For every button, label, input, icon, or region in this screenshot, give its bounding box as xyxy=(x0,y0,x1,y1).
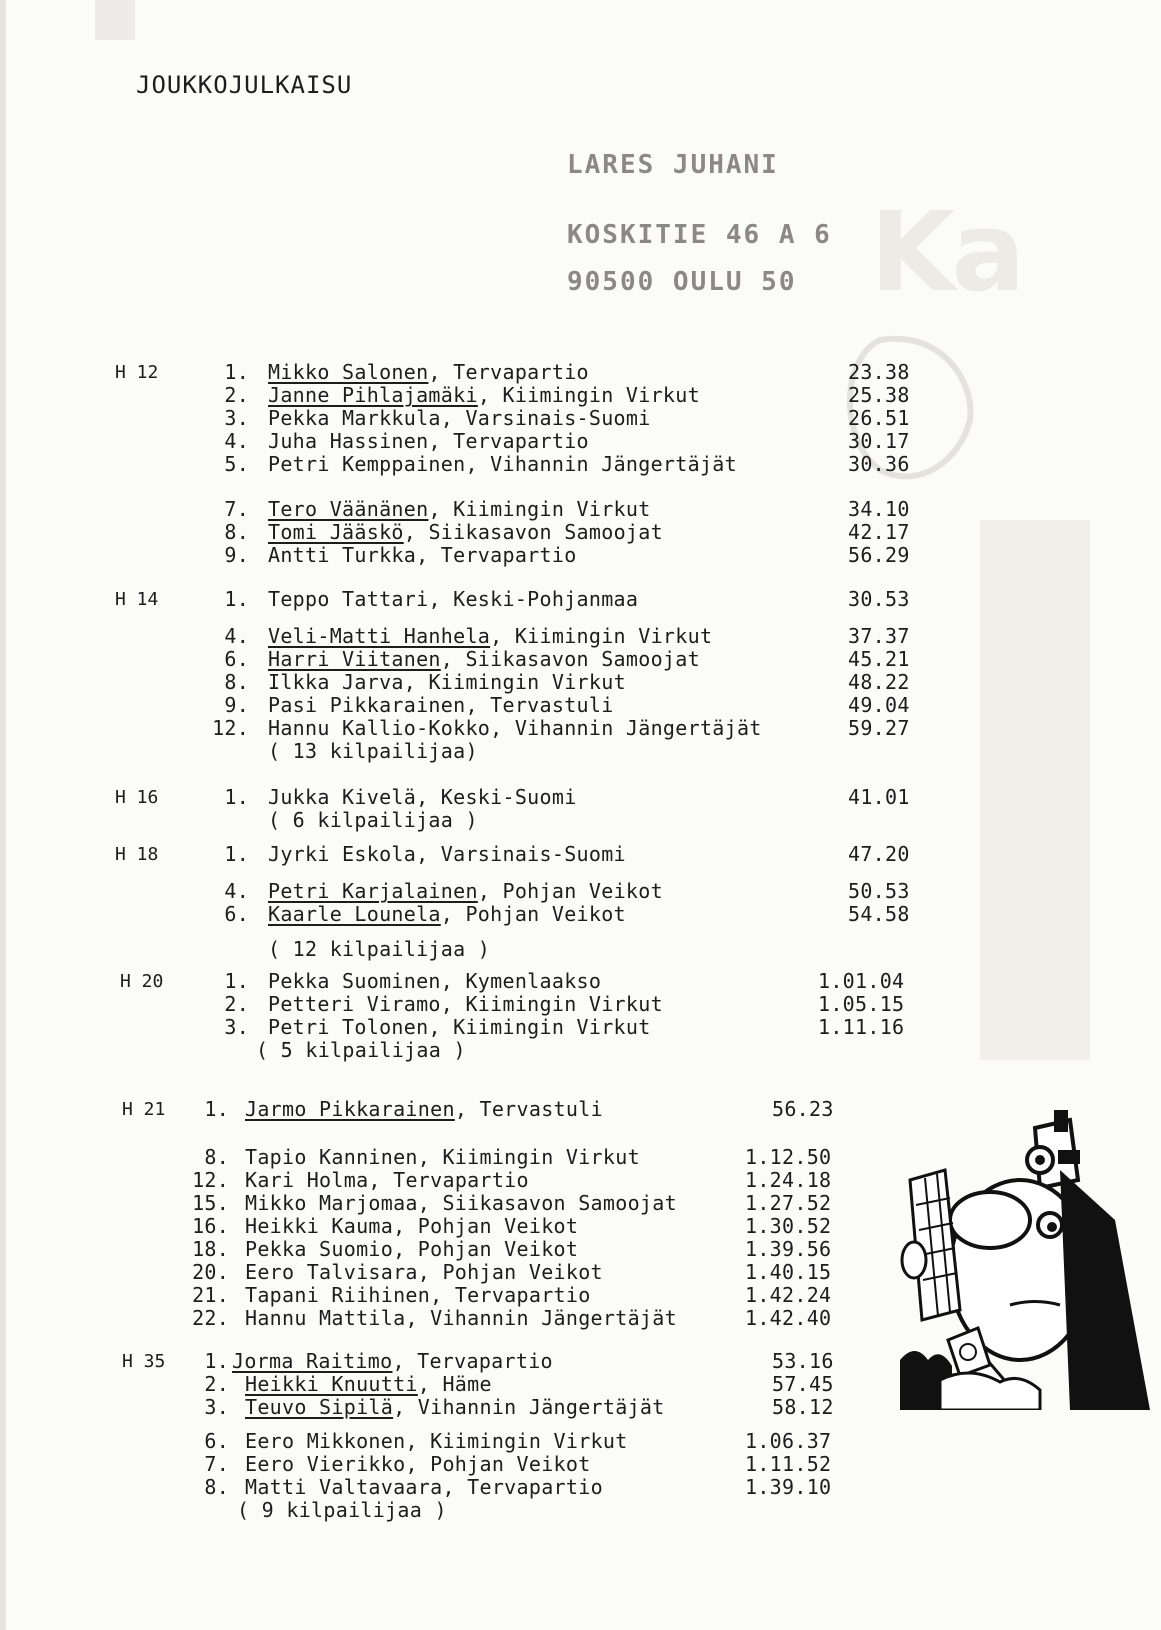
athlete-name: Pasi Pikkarainen xyxy=(268,693,466,717)
result-entry xyxy=(268,843,626,866)
separator: , xyxy=(454,1097,480,1121)
athlete-name: Veli-Matti Hanhela xyxy=(268,624,491,648)
result-entry xyxy=(245,1146,640,1169)
result-place: 4. xyxy=(224,879,250,903)
result-place: 3. xyxy=(224,1015,250,1039)
club-name: Vihannin Jängertäjät xyxy=(490,452,737,476)
result-entry xyxy=(245,1098,603,1121)
athlete-name: Mikko Salonen xyxy=(268,360,429,384)
result-place: 8. xyxy=(224,670,250,694)
result-time: 1.11.52 xyxy=(745,1452,832,1476)
result-place: 12. xyxy=(192,1168,230,1192)
separator: , xyxy=(440,902,466,926)
result-place: 1. xyxy=(224,969,250,993)
club-name: Kiimingin Virkut xyxy=(442,1145,640,1169)
club-name: Pohjan Veikot xyxy=(417,1237,579,1261)
participant-count: ( 12 kilpailijaa ) xyxy=(268,937,491,961)
club-name: Siikasavon Samoojat xyxy=(465,647,700,671)
result-place: 21. xyxy=(192,1283,230,1307)
result-time: 47.20 xyxy=(848,842,910,866)
result-entry xyxy=(245,1396,665,1419)
result-time: 1.40.15 xyxy=(745,1260,832,1284)
result-time: 1.39.10 xyxy=(745,1475,832,1499)
result-place: 8. xyxy=(224,520,250,544)
result-entry xyxy=(268,694,614,717)
result-entry xyxy=(268,361,589,384)
athlete-name: Antti Turkka xyxy=(268,543,417,567)
class-label: H 21 xyxy=(122,1099,166,1120)
result-place: 12. xyxy=(212,716,250,740)
result-place: 1. xyxy=(224,842,250,866)
result-entry xyxy=(245,1215,578,1238)
athlete-name: Tapio Kanninen xyxy=(245,1145,418,1169)
result-entry xyxy=(268,407,651,430)
club-name: Tervapartio xyxy=(453,360,589,384)
club-name: Kiimingin Virkut xyxy=(514,624,713,648)
club-name: Varsinais-Suomi xyxy=(440,842,626,866)
stamp-line-street: KOSKITIE 46 A 6 xyxy=(567,220,832,250)
result-entry xyxy=(268,384,700,407)
result-time: 54.58 xyxy=(848,902,910,926)
athlete-name: Petteri Viramo xyxy=(268,992,441,1016)
result-time: 1.27.52 xyxy=(745,1191,832,1215)
club-name: Varsinais-Suomi xyxy=(465,406,651,430)
result-place: 7. xyxy=(204,1452,230,1476)
athlete-name: Tero Väänänen xyxy=(268,497,429,521)
result-time: 1.39.56 xyxy=(745,1237,832,1261)
result-entry xyxy=(268,498,651,521)
bleed-through-logo: Ka xyxy=(870,188,1022,316)
result-time: 58.12 xyxy=(772,1395,834,1419)
result-place: 1. xyxy=(204,1097,230,1121)
result-place: 4. xyxy=(224,624,250,648)
result-time: 1.11.16 xyxy=(818,1015,905,1039)
result-place: 6. xyxy=(224,902,250,926)
separator: , xyxy=(393,1214,418,1238)
athlete-name: Heikki Kauma xyxy=(245,1214,394,1238)
separator: , xyxy=(416,785,441,809)
separator: , xyxy=(490,624,515,648)
class-label: H 18 xyxy=(115,844,159,865)
result-place: 8. xyxy=(204,1145,230,1169)
result-time: 30.17 xyxy=(848,429,910,453)
result-time: 30.53 xyxy=(848,587,910,611)
result-entry xyxy=(268,880,663,903)
club-name: Tervapartio xyxy=(393,1168,529,1192)
result-entry xyxy=(245,1192,677,1215)
participant-count: ( 9 kilpailijaa ) xyxy=(237,1498,447,1522)
athlete-name: Janne Pihlajamäki xyxy=(268,383,478,407)
result-place: 20. xyxy=(192,1260,230,1284)
result-entry xyxy=(268,544,577,567)
separator: , xyxy=(428,497,454,521)
athlete-name: Teppo Tattari xyxy=(268,587,429,611)
athlete-name: Petri Tolonen xyxy=(268,1015,429,1039)
result-entry xyxy=(268,625,712,648)
athlete-name: Hannu Kallio-Kokko xyxy=(268,716,491,740)
result-place: 2. xyxy=(224,383,250,407)
result-time: 45.21 xyxy=(848,647,910,671)
result-time: 30.36 xyxy=(848,452,910,476)
result-place: 7. xyxy=(224,497,250,521)
separator: , xyxy=(393,1395,418,1419)
club-name: Vihannin Jängertäjät xyxy=(417,1395,665,1419)
athlete-name: Eero Vierikko xyxy=(245,1452,406,1476)
result-time: 56.29 xyxy=(848,543,910,567)
result-entry xyxy=(245,1238,578,1261)
result-time: 49.04 xyxy=(848,693,910,717)
club-name: Pohjan Veikot xyxy=(465,902,626,926)
club-name: Tervastuli xyxy=(479,1097,603,1121)
club-name: Siikasavon Samoojat xyxy=(442,1191,677,1215)
result-place: 16. xyxy=(192,1214,230,1238)
club-name: Kiimingin Virkut xyxy=(453,497,651,521)
separator: , xyxy=(416,842,441,866)
club-name: Tervastuli xyxy=(490,693,614,717)
separator: , xyxy=(440,647,466,671)
class-label: H 35 xyxy=(122,1351,166,1372)
separator: , xyxy=(403,670,429,694)
result-entry xyxy=(232,1350,553,1373)
result-entry xyxy=(245,1476,603,1499)
separator: , xyxy=(403,520,429,544)
athlete-name: Petri Karjalainen xyxy=(268,879,478,903)
publication-title: JOUKKOJULKAISU xyxy=(136,71,353,99)
athlete-name: Hannu Mattila xyxy=(245,1306,406,1330)
result-place: 1. xyxy=(224,360,250,384)
separator: , xyxy=(417,1372,443,1396)
result-entry xyxy=(268,786,577,809)
result-place: 8. xyxy=(204,1475,230,1499)
result-entry xyxy=(245,1169,529,1192)
result-entry xyxy=(245,1453,591,1476)
club-name: Siikasavon Samoojat xyxy=(428,520,663,544)
result-entry xyxy=(268,903,626,926)
class-label: H 14 xyxy=(115,589,159,610)
separator: , xyxy=(417,1191,443,1215)
athlete-name: Tapani Riihinen xyxy=(245,1283,431,1307)
result-place: 4. xyxy=(224,429,250,453)
result-place: 22. xyxy=(192,1306,230,1330)
club-name: Tervapartio xyxy=(454,1283,591,1307)
separator: , xyxy=(417,1260,443,1284)
result-time: 53.16 xyxy=(772,1349,834,1373)
result-entry xyxy=(245,1261,603,1284)
separator: , xyxy=(417,1145,443,1169)
result-place: 18. xyxy=(192,1237,230,1261)
athlete-name: Pekka Suominen xyxy=(268,969,441,993)
separator: , xyxy=(430,1283,455,1307)
result-place: 1. xyxy=(204,1349,230,1373)
result-time: 34.10 xyxy=(848,497,910,521)
result-time: 1.42.40 xyxy=(745,1306,832,1330)
result-time: 1.05.15 xyxy=(818,992,905,1016)
club-name: Kiimingin Virkut xyxy=(428,670,626,694)
separator: , xyxy=(368,1168,394,1192)
club-name: Kiimingin Virkut xyxy=(430,1429,628,1453)
result-time: 1.30.52 xyxy=(745,1214,832,1238)
class-label: H 20 xyxy=(120,971,164,992)
result-time: 1.24.18 xyxy=(745,1168,832,1192)
scan-mark xyxy=(95,0,135,40)
separator: , xyxy=(393,1237,418,1261)
result-entry xyxy=(245,1284,591,1307)
result-time: 37.37 xyxy=(848,624,910,648)
result-time: 25.38 xyxy=(848,383,910,407)
separator: , xyxy=(440,969,466,993)
result-place: 9. xyxy=(224,693,250,717)
athlete-name: Jarmo Pikkarainen xyxy=(245,1097,455,1121)
athlete-name: Mikko Marjomaa xyxy=(245,1191,418,1215)
separator: , xyxy=(405,1306,431,1330)
separator: , xyxy=(465,452,491,476)
club-name: Tervapartio xyxy=(440,543,577,567)
result-entry xyxy=(268,717,762,740)
separator: , xyxy=(440,406,466,430)
club-name: Pohjan Veikot xyxy=(442,1260,603,1284)
athlete-name: Petri Kemppainen xyxy=(268,452,466,476)
result-place: 3. xyxy=(204,1395,230,1419)
result-place: 2. xyxy=(224,992,250,1016)
athlete-name: Kari Holma xyxy=(245,1168,369,1192)
result-time: 1.12.50 xyxy=(745,1145,832,1169)
club-name: Kiimingin Virkut xyxy=(465,992,663,1016)
result-entry xyxy=(268,993,663,1016)
athlete-name: Jorma Raitimo xyxy=(232,1349,393,1373)
club-name: Häme xyxy=(442,1372,492,1396)
athlete-name: Tomi Jääskö xyxy=(268,520,404,544)
result-place: 1. xyxy=(224,587,250,611)
club-name: Vihannin Jängertäjät xyxy=(514,716,762,740)
separator: , xyxy=(428,587,454,611)
stamp-line-city: 90500 OULU 50 xyxy=(567,267,797,297)
club-name: Tervapartio xyxy=(417,1349,553,1373)
club-name: Pohjan Veikot xyxy=(417,1214,579,1238)
separator: , xyxy=(465,693,491,717)
result-time: 56.23 xyxy=(772,1097,834,1121)
athlete-name: Eero Mikkonen xyxy=(245,1429,406,1453)
orienteer-cartoon-icon xyxy=(900,1110,1161,1410)
result-entry xyxy=(268,521,663,544)
result-place: 9. xyxy=(224,543,250,567)
club-name: Kymenlaakso xyxy=(465,969,602,993)
separator: , xyxy=(392,1349,418,1373)
club-name: Vihannin Jängertäjät xyxy=(430,1306,677,1330)
athlete-name: Eero Talvisara xyxy=(245,1260,418,1284)
result-place: 1. xyxy=(224,785,250,809)
result-entry xyxy=(268,1016,651,1039)
separator: , xyxy=(428,360,454,384)
result-place: 3. xyxy=(224,406,250,430)
club-name: Keski-Suomi xyxy=(440,785,577,809)
result-place: 2. xyxy=(204,1372,230,1396)
separator: , xyxy=(490,716,515,740)
scan-edge xyxy=(0,0,6,1630)
stamp-line-name: LARES JUHANI xyxy=(567,150,779,180)
result-time: 57.45 xyxy=(772,1372,834,1396)
athlete-name: Pekka Suomio xyxy=(245,1237,394,1261)
separator: , xyxy=(442,1475,468,1499)
result-time: 42.17 xyxy=(848,520,910,544)
athlete-name: Pekka Markkula xyxy=(268,406,441,430)
athlete-name: Harri Viitanen xyxy=(268,647,441,671)
separator: , xyxy=(477,879,503,903)
separator: , xyxy=(428,1015,454,1039)
result-time: 41.01 xyxy=(848,785,910,809)
result-entry xyxy=(268,453,737,476)
separator: , xyxy=(405,1429,431,1453)
result-entry xyxy=(268,430,589,453)
participant-count: ( 13 kilpailijaa) xyxy=(268,739,478,763)
result-place: 5. xyxy=(224,452,250,476)
result-time: 50.53 xyxy=(848,879,910,903)
athlete-name: Juha Hassinen xyxy=(268,429,429,453)
result-entry xyxy=(245,1307,677,1330)
result-place: 6. xyxy=(224,647,250,671)
result-time: 59.27 xyxy=(848,716,910,740)
athlete-name: Teuvo Sipilä xyxy=(245,1395,394,1419)
separator: , xyxy=(405,1452,431,1476)
result-place: 6. xyxy=(204,1429,230,1453)
athlete-name: Matti Valtavaara xyxy=(245,1475,443,1499)
athlete-name: Kaarle Lounela xyxy=(268,902,441,926)
athlete-name: Jyrki Eskola xyxy=(268,842,417,866)
athlete-name: Ilkka Jarva xyxy=(268,670,404,694)
result-time: 1.01.04 xyxy=(818,969,905,993)
result-entry xyxy=(268,671,626,694)
result-time: 1.42.24 xyxy=(745,1283,832,1307)
separator: , xyxy=(477,383,503,407)
participant-count: ( 6 kilpailijaa ) xyxy=(268,808,478,832)
participant-count: ( 5 kilpailijaa ) xyxy=(256,1038,466,1062)
athlete-name: Jukka Kivelä xyxy=(268,785,417,809)
separator: , xyxy=(428,429,454,453)
athlete-name: Heikki Knuutti xyxy=(245,1372,418,1396)
result-entry xyxy=(245,1373,492,1396)
result-entry xyxy=(268,588,638,611)
separator: , xyxy=(416,543,441,567)
club-name: Pohjan Veikot xyxy=(502,879,663,903)
club-name: Tervapartio xyxy=(453,429,589,453)
result-time: 23.38 xyxy=(848,360,910,384)
result-entry xyxy=(268,648,700,671)
class-label: H 16 xyxy=(115,787,159,808)
club-name: Keski-Pohjanmaa xyxy=(453,587,639,611)
result-time: 26.51 xyxy=(848,406,910,430)
separator: , xyxy=(440,992,466,1016)
result-place: 15. xyxy=(192,1191,230,1215)
club-name: Kiimingin Virkut xyxy=(502,383,700,407)
result-entry xyxy=(268,970,601,993)
result-time: 48.22 xyxy=(848,670,910,694)
result-time: 1.06.37 xyxy=(745,1429,832,1453)
result-entry xyxy=(245,1430,628,1453)
club-name: Pohjan Veikot xyxy=(430,1452,591,1476)
club-name: Kiimingin Virkut xyxy=(453,1015,651,1039)
class-label: H 12 xyxy=(115,362,159,383)
club-name: Tervapartio xyxy=(467,1475,603,1499)
